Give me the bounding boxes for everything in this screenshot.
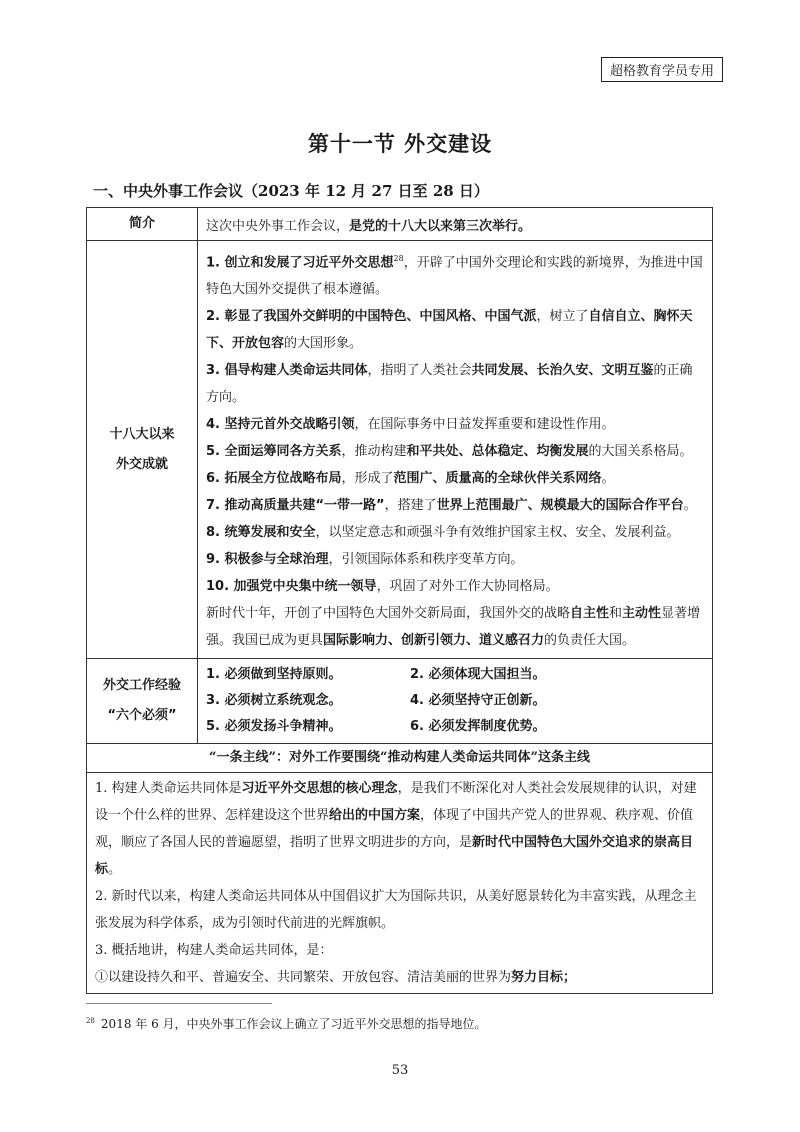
community-paragraph-2: 2. 新时代以来，构建人类命运共同体从中国倡议扩大为国际共识，从美好愿景转化为丰富实践，从理念主张发展为科学体系，成为引领时代前进的光辉旗帜。 (95, 889, 697, 932)
list-item: 2. 必须体现大国担当。 (410, 667, 546, 683)
list-item: 3. 倡导构建人类命运共同体，指明了人类社会共同发展、长治久安、文明互鉴的正确方向。 (206, 363, 693, 406)
list-item: 6. 必须发挥制度优势。 (410, 719, 546, 735)
mainline-cell: “一条主线”：对外工作要围绕“推动构建人类命运共同体”这条主线 (87, 744, 713, 773)
list-item: 9. 积极参与全球治理，引领国际体系和秩序变革方向。 (206, 552, 524, 568)
table-row (87, 744, 713, 773)
usage-stamp: 超格教育学员专用 (601, 57, 723, 82)
list-item: 4. 坚持元首外交战略引领，在国际事务中日益发挥重要和建设性作用。 (206, 417, 615, 433)
intro-text-a: 这次中央外事工作会议， (206, 218, 350, 234)
footnote-number: 28 (86, 1017, 95, 1025)
list-item: 5. 必须发扬斗争精神。 (206, 719, 342, 735)
intro-label: 简介 (87, 208, 198, 241)
six-musts-label-line-1: 外交工作经验 (102, 678, 181, 694)
list-item: 5. 全面运筹同各方关系，推动构建和平共处、总体稳定、均衡发展的大国关系格局。 (206, 444, 693, 460)
list-item: 8. 统筹发展和安全，以坚定意志和顽强斗争有效维护国家主权、安全、发展利益。 (206, 525, 680, 541)
community-paragraph-3: 3. 概括地讲，构建人类命运共同体，是： (95, 943, 333, 959)
list-item: 10. 加强党中央集中统一领导，巩固了对外工作大协同格局。 (206, 579, 559, 595)
list-item: 4. 必须坚持守正创新。 (410, 693, 546, 709)
summary-table (86, 207, 713, 994)
table-row (87, 241, 713, 659)
six-musts-label (87, 659, 198, 744)
community-cell (87, 773, 713, 994)
table-row (87, 208, 713, 241)
list-item: 1. 必须做到坚持原则。 (206, 667, 342, 683)
achievements-label-line-1: 十八大以来 (109, 426, 175, 442)
achievements-summary: 新时代十年，开创了中国特色大国外交新局面，我国外交的战略自主性和主动性显著增强。我国已成为更具国际影响力、创新引领力、道义感召力的负责任大国。 (206, 606, 701, 649)
list-item: 1. 创立和发展了习近平外交思想$^{28}$，开辟了中国外交理论和实践的新境界，为推进中国特色大国外交提供了根本遵循。 (206, 254, 703, 298)
achievements-label-line-2: 外交成就 (115, 456, 168, 472)
six-musts-cell (198, 659, 713, 744)
footnote-divider (86, 1003, 272, 1004)
list-item: 3. 必须树立系统观念。 (206, 693, 342, 709)
intro-cell (198, 208, 713, 241)
page-title: 第十一节 外交建设 (307, 131, 493, 156)
table-row (87, 773, 713, 994)
six-musts-label-line-2: “六个必须” (107, 708, 177, 724)
achievements-cell (198, 241, 713, 659)
footnote-text: 2018 年 6 月，中央外事工作会议上确立了习近平外交思想的指导地位。 (100, 1017, 487, 1031)
section-heading: 一、中央外事工作会议（2023 年 12 月 27 日至 28 日） (93, 182, 489, 200)
page-number: 53 (391, 1063, 409, 1078)
footnote (86, 1015, 487, 1032)
table-row (87, 659, 713, 744)
community-paragraph-4: ①以建设持久和平、普遍安全、共同繁荣、开放包容、清洁美丽的世界为努力目标； (95, 970, 577, 986)
list-item: 6. 拓展全方位战略布局，形成了范围广、质量高的全球伙伴关系网络。 (206, 471, 615, 487)
achievements-label (87, 241, 198, 659)
list-item: 2. 彰显了我国外交鲜明的中国特色、中国风格、中国气派，树立了自信自立、胸怀天下、开放包容的大国形象。 (206, 309, 693, 352)
list-item: 7. 推动高质量共建“一带一路”，搭建了世界上范围最广、规模最大的国际合作平台。 (206, 498, 697, 514)
community-paragraph-1: 1. 构建人类命运共同体是习近平外交思想的核心理念，是我们不断深化对人类社会发展规律的认识，对建设一个什么样的世界、怎样建设这个世界给出的中国方案，体现了中国共产党人的世界观、秩序观、价值观，顺应了各国人民的普遍愿望，指明了世界文明进步的方向，是新时代中国特色大国外交追求的崇高目标。 (95, 781, 697, 878)
intro-text-b: 是党的十八大以来第三次举行。 (349, 218, 532, 234)
